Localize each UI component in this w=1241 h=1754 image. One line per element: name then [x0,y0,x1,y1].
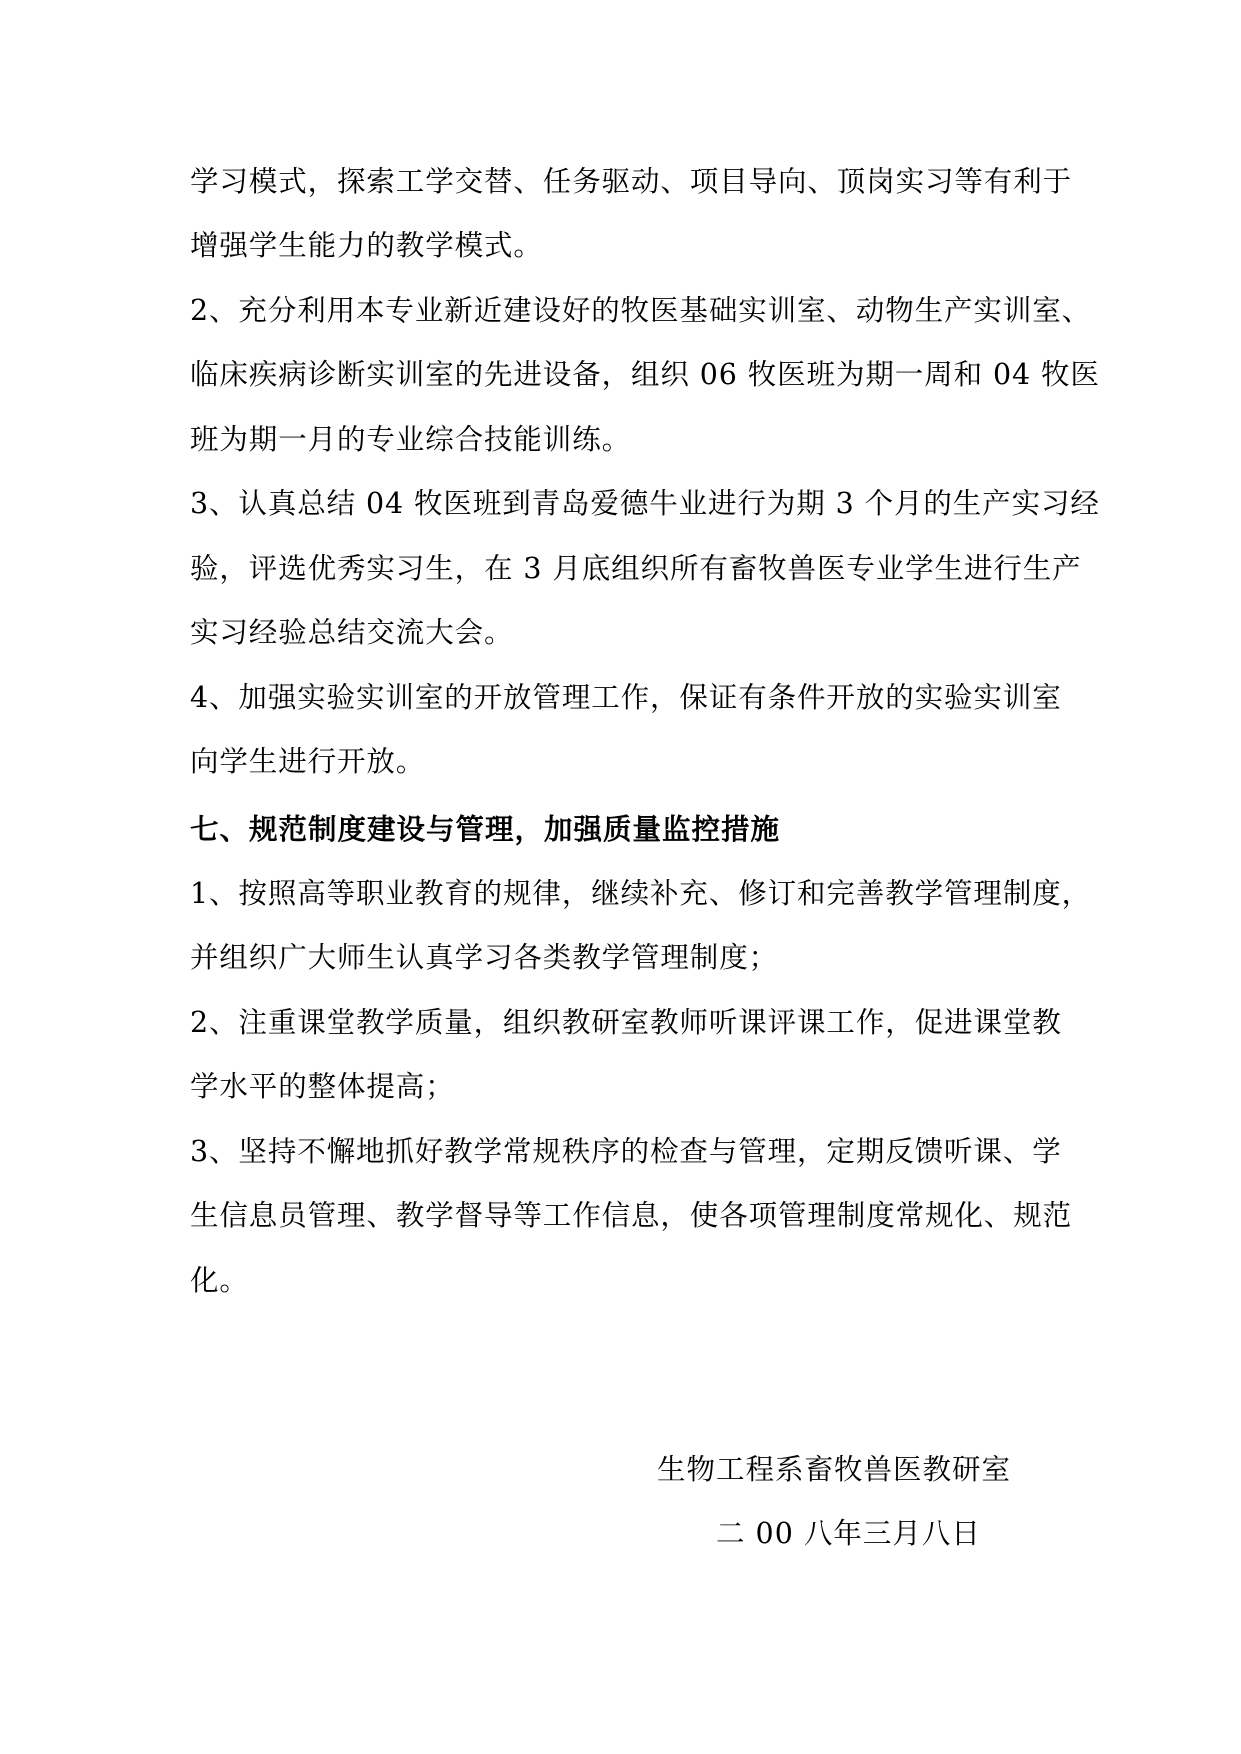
section-heading: 七、规范制度建设与管理，加强质量监控措施 [190,812,781,846]
section-line: 3、坚持不懈地抓好教学常规秩序的检查与管理，定期反馈听课、学 [190,1135,1062,1168]
body-line: 向学生进行开放。 [190,745,426,778]
body-line: 3、认真总结 04 牧医班到青岛爱德牛业进行为期 3 个月的生产实习经 [190,487,1100,520]
section-line: 化。 [190,1264,249,1297]
body-line: 临床疾病诊断实训室的先进设备，组织 06 牧医班为期一周和 04 牧医 [190,358,1100,391]
body-line: 班为期一月的专业综合技能训练。 [190,423,632,456]
signature-org: 生物工程系畜牧兽医教研室 [657,1453,1012,1486]
body-line: 验，评选优秀实习生，在 3 月底组织所有畜牧兽医专业学生进行生产 [190,552,1082,585]
section-line: 生信息员管理、教学督导等工作信息，使各项管理制度常规化、规范 [190,1199,1073,1232]
body-line: 4、加强实验实训室的开放管理工作，保证有条件开放的实验实训室 [190,681,1062,714]
body-line: 学习模式，探索工学交替、任务驱动、项目导向、顶岗实习等有利于 [190,165,1073,198]
body-line: 增强学生能力的教学模式。 [190,229,543,262]
section-line: 2、注重课堂教学质量，组织教研室教师听课评课工作，促进课堂教 [190,1006,1062,1039]
section-line: 并组织广大师生认真学习各类教学管理制度； [190,941,779,974]
body-line: 实习经验总结交流大会。 [190,616,514,649]
section-line: 学水平的整体提高； [190,1070,455,1103]
signature-date: 二 00 八年三月八日 [716,1517,981,1550]
section-line: 1、按照高等职业教育的规律，继续补充、修订和完善教学管理制度， [190,877,1092,910]
body-line: 2、充分利用本专业新近建设好的牧医基础实训室、动物生产实训室、 [190,294,1092,327]
